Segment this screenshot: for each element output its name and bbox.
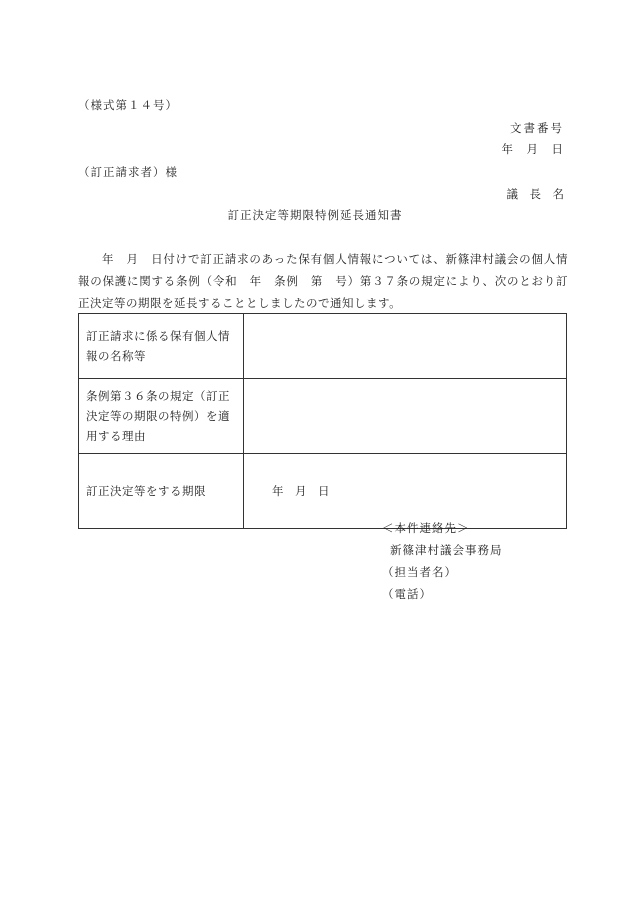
contact-heading: ＜本件連絡先＞ — [382, 521, 470, 535]
deadline-date: 年 月 日 — [244, 454, 567, 529]
document-title: 訂正決定等期限特例延長通知書 — [227, 208, 403, 222]
date-line: 年 月 日 — [501, 142, 564, 156]
requester-name: （訂正請求者）様 — [78, 165, 178, 179]
row-label: 訂正決定等をする期限 — [79, 454, 244, 529]
row-label: 訂正請求に係る保有個人情報の名称等 — [79, 314, 244, 379]
info-table — [78, 313, 567, 529]
contact-block — [382, 517, 503, 605]
chair-name: 議 長 名 — [506, 187, 564, 201]
row-label: 条例第３６条の規定（訂正決定等の期限の特例）を適用する理由 — [79, 379, 244, 454]
row-value — [244, 314, 567, 379]
table-row — [79, 314, 567, 379]
contact-office: 新篠津村議会事務局 — [390, 543, 503, 557]
contact-phone: （電話） — [382, 587, 432, 601]
contact-person: （担当者名） — [382, 565, 457, 579]
row-value — [244, 379, 567, 454]
table-row — [79, 379, 567, 454]
body-paragraph: 年 月 日付けで訂正請求のあった保有個人情報については、新篠津村議会の個人情報の保護に関する条例（令和 年 条例 第 号）第３７条の規定により、次のとおり訂正決定等の期限を延長することとしましたので通知します。 — [78, 252, 568, 310]
form-number: （様式第１４号） — [78, 98, 178, 112]
document-number: 文書番号 — [510, 121, 564, 135]
